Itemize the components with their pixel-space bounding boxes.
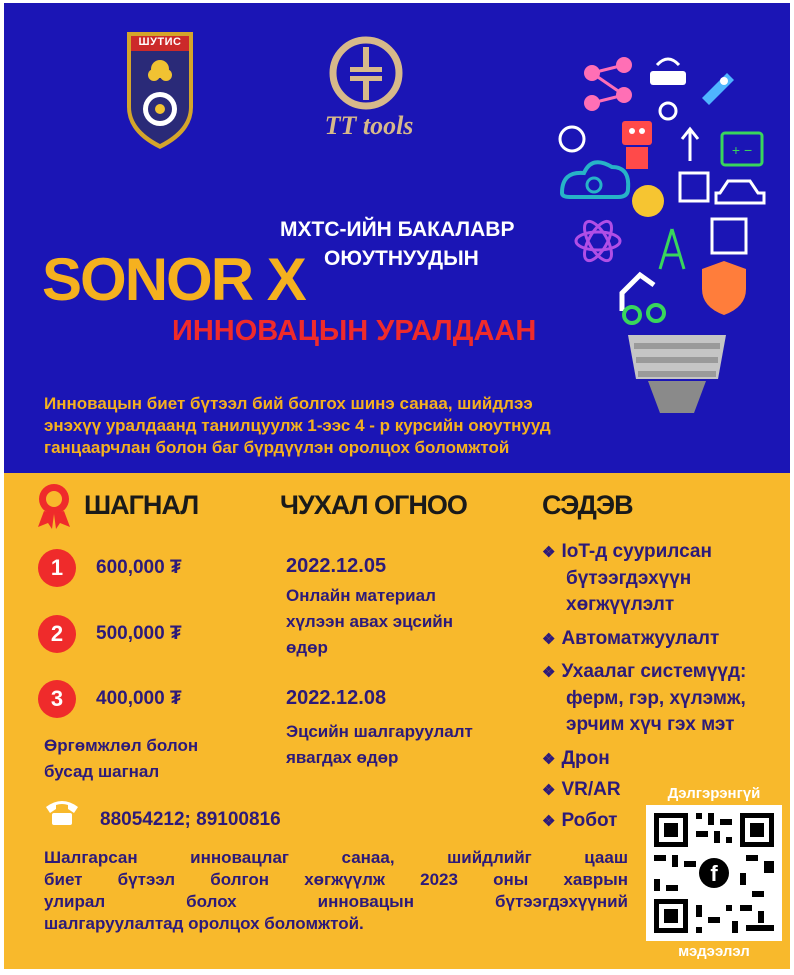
extra-prize-line: Өргөмжлөл болон	[44, 736, 199, 755]
lightbulb-base-icon	[628, 335, 726, 413]
calculator-icon	[722, 133, 762, 165]
bulb-small-icon	[660, 103, 676, 119]
phone-icon	[44, 797, 80, 827]
date-description	[286, 719, 473, 771]
topic-item	[542, 539, 782, 566]
bullet-icon: ❖	[542, 664, 556, 681]
intro-line: ганцаарчлан болон баг бүрдүүлэн оролцох боломжтой	[44, 438, 510, 457]
crest-label: ШУТИС	[138, 36, 182, 48]
prize-amount: 400,000 ₮	[96, 688, 182, 709]
topics-heading: СЭДЭВ	[542, 490, 633, 520]
qr-bottom-label: мэдээлэл	[678, 943, 750, 960]
fingerprint-icon	[560, 127, 584, 151]
topic-item	[542, 626, 782, 653]
closing-line: шалгаруулалтад оролцох боломжтой.	[44, 914, 364, 933]
intro-line: энэхүү уралдаанд танилцуулж 1-ээс 4 - р курсийн оюутнууд	[44, 416, 551, 435]
car-icon	[716, 181, 764, 203]
medal-icon	[34, 481, 74, 529]
extra-prize-text	[44, 733, 198, 785]
date-description-line: Эцсийн шалгаруулалт	[286, 722, 473, 741]
topic-label: Робот	[561, 810, 618, 831]
date-value: 2022.12.08	[286, 687, 387, 709]
qr-code[interactable]	[646, 805, 782, 941]
date-description-line: өдөр	[286, 638, 328, 657]
chip-icon	[712, 219, 746, 253]
topic-item-continued: хөгжүүлэлт	[566, 594, 675, 615]
network-icon	[584, 57, 632, 111]
qr-top-label: Дэлгэрэнгүй	[667, 785, 761, 802]
prizes-heading: ШАГНАЛ	[84, 490, 199, 520]
topic-item	[542, 746, 782, 773]
date-description-line: явагдах өдөр	[286, 748, 399, 767]
dates-heading: ЧУХАЛ ОГНОО	[280, 490, 467, 520]
topic-label: Дрон	[561, 748, 610, 769]
tt-tools-label: TT tools	[324, 111, 414, 140]
date-description-line: хүлээн авах эцсийн	[286, 612, 454, 631]
date-description	[286, 583, 453, 661]
math-board-icon	[680, 173, 708, 201]
poster	[4, 3, 790, 969]
bullet-icon: ❖	[542, 631, 556, 648]
topic-item-continued: бүтээгдэхүүн	[566, 568, 692, 589]
event-name: SONOR X	[42, 246, 305, 313]
topic-label: VR/AR	[561, 779, 621, 800]
bullet-icon: ❖	[542, 813, 556, 830]
prize-amount: 500,000 ₮	[96, 623, 182, 644]
shield-icon	[702, 261, 746, 315]
usb-icon	[682, 129, 698, 161]
university-crest-logo	[124, 29, 196, 151]
svg-text:+ −: + −	[731, 142, 753, 158]
bullet-icon: ❖	[542, 751, 556, 768]
qr-code-block[interactable]	[644, 785, 784, 967]
closing-line: Шалгарсан инновацлаг санаа, шийдлийг цааш	[44, 848, 628, 867]
prize-rank-badge: 2	[38, 615, 76, 653]
atom-icon	[576, 217, 620, 264]
subtitle-line-1: МХТС-ИЙН БАКАЛАВР	[280, 218, 515, 241]
tech-lightbulb-illustration	[552, 43, 772, 423]
closing-line: биет бүтээл болгон хөгжүүлж 2023 оны хаврын	[44, 870, 628, 889]
subtitle-line-2: ОЮУТНУУДЫН	[324, 247, 479, 270]
gear-icon	[648, 305, 664, 321]
prize-rank-badge: 3	[38, 680, 76, 718]
extra-prize-line: бусад шагнал	[44, 762, 160, 781]
prize-rank-badge: 1	[38, 549, 76, 587]
topic-label: Ухаалаг системүүд:	[561, 661, 747, 682]
rocket-icon	[702, 73, 734, 105]
topic-label: IoT-д суурилсан	[561, 541, 712, 562]
date-value: 2022.12.05	[286, 555, 387, 577]
intro-line: Инновацын биет бүтээл бий болгох шинэ санаа, шийдлээ	[44, 394, 533, 413]
robot-arm-icon	[622, 275, 654, 311]
date-description-line: Онлайн материал	[286, 586, 436, 605]
svg-text:f: f	[710, 861, 718, 886]
topic-item	[542, 659, 782, 686]
topic-item-continued: ферм, гэр, хүлэмж,	[566, 688, 746, 709]
gear-icon	[624, 307, 640, 323]
antenna-tower-icon	[660, 229, 684, 269]
event-title: ИННОВАЦЫН УРАЛДААН	[172, 315, 537, 347]
brain-icon	[632, 185, 664, 217]
router-icon	[650, 59, 686, 85]
closing-text	[44, 847, 628, 935]
topic-label: Автоматжуулалт	[561, 628, 720, 649]
topic-item-continued: эрчим хүч гэх мэт	[566, 714, 735, 735]
contact-phone-numbers: 88054212; 89100816	[100, 809, 281, 830]
cloud-sync-icon	[562, 162, 628, 197]
intro-text	[44, 393, 604, 459]
robot-icon	[622, 121, 652, 169]
bullet-icon: ❖	[542, 782, 556, 799]
prize-amount: 600,000 ₮	[96, 557, 182, 578]
closing-line: улирал болох инновацын бүтээгдэхүүний	[44, 892, 628, 911]
tt-tools-icon	[326, 33, 406, 113]
bullet-icon: ❖	[542, 544, 556, 561]
